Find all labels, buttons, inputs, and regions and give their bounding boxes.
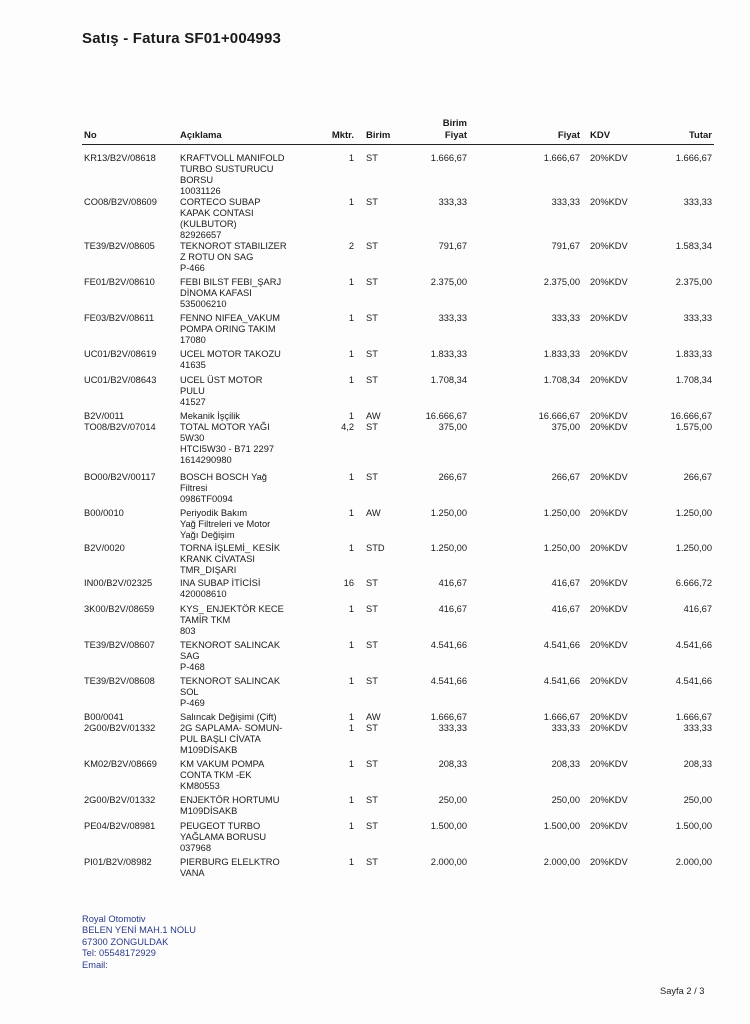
line-total: 250,00 <box>683 795 712 805</box>
line-number: B2V/0020 <box>84 543 125 553</box>
line-total: 6.666,72 <box>675 578 712 588</box>
line-vat: 20%KDV <box>590 472 628 482</box>
line-quantity: 1 <box>348 277 354 287</box>
line-unit: ST <box>366 578 378 588</box>
line-vat: 20%KDV <box>590 795 628 805</box>
line-description <box>180 472 310 505</box>
line-price: 1.250,00 <box>543 543 580 553</box>
table-row <box>0 821 750 857</box>
line-unit-price: 4.541,66 <box>430 640 467 650</box>
line-unit: AW <box>366 411 381 421</box>
line-quantity: 1 <box>348 197 354 207</box>
line-description-text: FENNO NIFEA_VAKUM <box>180 313 281 323</box>
line-unit-price: 375,00 <box>438 422 467 432</box>
line-description-text: 41635 <box>180 360 206 370</box>
table-row <box>0 153 750 197</box>
line-description-text: TEKNOROT SALINCAK <box>180 676 281 686</box>
line-quantity: 1 <box>348 472 354 482</box>
header-no: No <box>84 130 97 141</box>
line-description-text: (KULBUTOR) <box>180 219 237 229</box>
header-unit: Birim <box>366 130 391 141</box>
line-price: 1.500,00 <box>543 821 580 831</box>
line-total: 416,67 <box>683 604 712 614</box>
company-phone: Tel: 05548172929 <box>82 948 156 959</box>
line-total: 4.541,66 <box>675 676 712 686</box>
line-description-text: TURBO SUSTURUCU <box>180 164 274 174</box>
line-quantity: 1 <box>348 153 354 163</box>
line-description <box>180 422 310 466</box>
line-quantity: 1 <box>348 349 354 359</box>
line-price: 333,33 <box>551 313 580 323</box>
line-description <box>180 508 310 541</box>
line-total: 333,33 <box>683 723 712 733</box>
line-unit-price: 16.666,67 <box>425 411 467 421</box>
table-row <box>0 508 750 543</box>
line-total: 1.833,33 <box>675 349 712 359</box>
line-number: B2V/0011 <box>84 411 125 421</box>
line-description <box>180 604 310 637</box>
line-unit-price: 333,33 <box>438 313 467 323</box>
line-unit: ST <box>366 795 378 805</box>
line-total: 16.666,67 <box>670 411 712 421</box>
line-description-text: 420008610 <box>180 589 227 599</box>
line-description-text: PEUGEOT TURBO <box>180 821 261 831</box>
header-description: Açıklama <box>180 130 222 141</box>
line-number: TO08/B2V/07014 <box>84 422 156 432</box>
invoice-title: Satış - Fatura SF01+004993 <box>82 30 282 47</box>
line-description-text: CONTA TKM -EK <box>180 770 252 780</box>
line-vat: 20%KDV <box>590 241 628 251</box>
line-description-text: 535006210 <box>180 299 227 309</box>
line-number: TE39/B2V/08607 <box>84 640 155 650</box>
line-unit: ST <box>366 313 378 323</box>
line-description <box>180 723 310 756</box>
table-row <box>0 578 750 604</box>
line-unit-price: 4.541,66 <box>430 676 467 686</box>
line-description-text: P-469 <box>180 698 205 708</box>
line-number: UC01/B2V/08619 <box>84 349 157 359</box>
line-vat: 20%KDV <box>590 821 628 831</box>
line-description <box>180 241 310 274</box>
line-total: 266,67 <box>683 472 712 482</box>
line-unit-price: 416,67 <box>438 604 467 614</box>
line-total: 333,33 <box>683 313 712 323</box>
line-description-text: PULU <box>180 386 205 396</box>
line-description-text: TORNA İŞLEMİ_ KESİK <box>180 543 281 553</box>
line-description <box>180 676 310 709</box>
line-total: 1.666,67 <box>675 712 712 722</box>
line-unit: ST <box>366 723 378 733</box>
line-quantity: 1 <box>348 543 354 553</box>
line-unit: ST <box>366 349 378 359</box>
line-description-text: PUL BAŞLI CİVATA <box>180 734 261 744</box>
line-description-text: PIERBURG ELELKTRO <box>180 857 280 867</box>
line-unit-price: 2.000,00 <box>430 857 467 867</box>
table-row <box>0 313 750 349</box>
line-vat: 20%KDV <box>590 676 628 686</box>
line-vat: 20%KDV <box>590 578 628 588</box>
line-description-text: P-468 <box>180 662 205 672</box>
line-price: 333,33 <box>551 723 580 733</box>
line-quantity: 1 <box>348 676 354 686</box>
line-description-text: 10031126 <box>180 186 221 196</box>
line-unit: ST <box>366 472 378 482</box>
line-description-text: TEKNOROT SALINCAK <box>180 640 281 650</box>
line-price: 416,67 <box>551 604 580 614</box>
company-address-line1: BELEN YENİ MAH.1 NOLU <box>82 925 197 936</box>
line-quantity: 1 <box>348 313 354 323</box>
line-unit-price: 208,33 <box>438 759 467 769</box>
line-description-text: UCEL ÜST MOTOR <box>180 375 263 385</box>
line-number: CO08/B2V/08609 <box>84 197 157 207</box>
line-description-text: KM VAKUM POMPA <box>180 759 265 769</box>
line-description-text: FEBI BILST FEBI_ŞARJ <box>180 277 282 287</box>
line-vat: 20%KDV <box>590 375 628 385</box>
line-number: BO00/B2V/00117 <box>84 472 156 482</box>
line-total: 4.541,66 <box>675 640 712 650</box>
page-number: Sayfa 2 / 3 <box>660 986 705 996</box>
line-unit-price: 333,33 <box>438 197 467 207</box>
table-row <box>0 411 750 422</box>
line-vat: 20%KDV <box>590 422 628 432</box>
header-vat: KDV <box>590 130 611 141</box>
table-row <box>0 640 750 676</box>
line-description-text: TOTAL MOTOR YAĞI <box>180 422 270 432</box>
line-description-text: SAG <box>180 651 200 661</box>
table-row <box>0 241 750 277</box>
line-vat: 20%KDV <box>590 759 628 769</box>
line-price: 4.541,66 <box>543 676 580 686</box>
line-quantity: 1 <box>348 375 354 385</box>
line-description <box>180 313 310 346</box>
line-unit: ST <box>366 422 378 432</box>
line-unit: ST <box>366 375 378 385</box>
line-number: TE39/B2V/08605 <box>84 241 155 251</box>
table-row <box>0 857 750 881</box>
line-description <box>180 857 310 879</box>
line-price: 16.666,67 <box>538 411 580 421</box>
line-unit-price: 1.666,67 <box>430 712 467 722</box>
header-quantity: Mktr. <box>331 130 354 141</box>
line-description <box>180 153 310 197</box>
line-description <box>180 277 310 310</box>
line-vat: 20%KDV <box>590 411 628 421</box>
line-description <box>180 821 310 854</box>
line-price: 1.833,33 <box>543 349 580 359</box>
line-unit-price: 416,67 <box>438 578 467 588</box>
line-description-text: 82926657 <box>180 230 222 240</box>
line-description-text: Salıncak Değişimi (Çift) <box>180 712 277 722</box>
line-quantity: 4,2 <box>341 422 354 432</box>
line-unit: AW <box>366 508 381 518</box>
line-description-text: P-466 <box>180 263 205 273</box>
line-unit-price: 1.250,00 <box>430 508 467 518</box>
line-unit: ST <box>366 277 378 287</box>
line-unit: ST <box>366 676 378 686</box>
line-number: FE03/B2V/08611 <box>84 313 155 323</box>
line-description-text: 41527 <box>180 397 206 407</box>
line-description <box>180 197 310 241</box>
table-row <box>0 197 750 241</box>
line-unit: ST <box>366 857 378 867</box>
line-number: PI01/B2V/08982 <box>84 857 152 867</box>
line-description-text: 1614290980 <box>180 455 232 465</box>
line-description-text: Mekanik İşçilik <box>180 411 240 421</box>
line-price: 1.708,34 <box>543 375 580 385</box>
line-description-text: M109DİSAKB <box>180 806 238 816</box>
line-description-text: BORSU <box>180 175 214 185</box>
line-description-text: BOSCH BOSCH Yağ <box>180 472 267 482</box>
line-vat: 20%KDV <box>590 604 628 614</box>
line-description-text: KAPAK CONTASI <box>180 208 254 218</box>
line-unit: ST <box>366 197 378 207</box>
line-price: 1.666,67 <box>543 712 580 722</box>
line-description <box>180 712 310 723</box>
line-price: 4.541,66 <box>543 640 580 650</box>
line-quantity: 1 <box>348 723 354 733</box>
line-description <box>180 375 310 408</box>
line-unit: ST <box>366 153 378 163</box>
line-number: 2G00/B2V/01332 <box>84 795 156 805</box>
line-quantity: 1 <box>348 821 354 831</box>
line-price: 266,67 <box>551 472 580 482</box>
line-description-text: Yağ Filtreleri ve Motor <box>180 519 271 529</box>
line-quantity: 2 <box>348 241 354 251</box>
line-description-text: 803 <box>180 626 196 636</box>
line-total: 1.666,67 <box>675 153 712 163</box>
line-description-text: 2G SAPLAMA- SOMUN- <box>180 723 283 733</box>
line-price: 375,00 <box>551 422 580 432</box>
line-number: TE39/B2V/08608 <box>84 676 155 686</box>
line-description-text: Periyodik Bakım <box>180 508 248 518</box>
line-description-text: YAĞLAMA BORUSU <box>180 832 267 842</box>
table-row <box>0 472 750 508</box>
line-description <box>180 759 310 792</box>
line-quantity: 16 <box>343 578 354 588</box>
line-price: 791,67 <box>551 241 580 251</box>
line-quantity: 1 <box>348 857 354 867</box>
line-description-text: TAMİR TKM <box>180 615 231 625</box>
line-unit-price: 1.250,00 <box>430 543 467 553</box>
line-description <box>180 578 310 600</box>
line-unit: ST <box>366 759 378 769</box>
company-address-line2: 67300 ZONGULDAK <box>82 936 169 947</box>
line-vat: 20%KDV <box>590 349 628 359</box>
company-footer <box>82 914 196 971</box>
table-row <box>0 375 750 411</box>
line-unit: STD <box>366 543 385 553</box>
line-description-text: Yağı Değişim <box>180 530 235 540</box>
line-unit-price: 1.708,34 <box>430 375 467 385</box>
line-vat: 20%KDV <box>590 712 628 722</box>
line-quantity: 1 <box>348 759 354 769</box>
line-description-text: POMPA ORING TAKIM <box>180 324 276 334</box>
line-vat: 20%KDV <box>590 277 628 287</box>
line-unit-price: 250,00 <box>438 795 467 805</box>
line-description-text: ENJEKTÖR HORTUMU <box>180 795 280 805</box>
line-description-text: TMR_DIŞARI <box>180 565 237 575</box>
line-unit: ST <box>366 640 378 650</box>
line-price: 208,33 <box>551 759 580 769</box>
header-unit-price-line1: Birim <box>442 118 467 129</box>
line-number: B00/0041 <box>84 712 124 722</box>
line-description-text: DİNOMA KAFASI <box>180 288 252 298</box>
line-number: FE01/B2V/08610 <box>84 277 155 287</box>
line-number: 2G00/B2V/01332 <box>84 723 156 733</box>
table-row <box>0 723 750 759</box>
line-description-text: SOL <box>180 687 199 697</box>
line-price: 333,33 <box>551 197 580 207</box>
line-vat: 20%KDV <box>590 543 628 553</box>
line-vat: 20%KDV <box>590 723 628 733</box>
line-description <box>180 349 310 371</box>
line-description-text: KRANK CİVATASI <box>180 554 255 564</box>
line-unit-price: 1.500,00 <box>430 821 467 831</box>
line-description-text: INA SUBAP İTİCİSİ <box>180 578 261 588</box>
line-description <box>180 543 310 576</box>
table-row <box>0 543 750 578</box>
line-price: 1.666,67 <box>543 153 580 163</box>
line-number: UC01/B2V/08643 <box>84 375 157 385</box>
line-total: 1.708,34 <box>675 375 712 385</box>
table-row <box>0 676 750 712</box>
line-description-text: Z ROTU ON SAG <box>180 252 254 262</box>
line-unit-price: 2.375,00 <box>430 277 467 287</box>
line-price: 2.375,00 <box>543 277 580 287</box>
line-quantity: 1 <box>348 508 354 518</box>
table-row <box>0 795 750 821</box>
table-row <box>0 604 750 640</box>
line-description-text: Filtresi <box>180 483 208 493</box>
line-description <box>180 640 310 673</box>
line-description-text: CORTECO SUBAP <box>180 197 261 207</box>
table-row <box>0 277 750 313</box>
line-description-text: KYS_ ENJEKTÖR KECE <box>180 604 284 614</box>
line-description-text: UCEL MOTOR TAKOZU <box>180 349 281 359</box>
line-price: 250,00 <box>551 795 580 805</box>
line-vat: 20%KDV <box>590 153 628 163</box>
line-number: KM02/B2V/08669 <box>84 759 157 769</box>
line-unit: AW <box>366 712 381 722</box>
invoice-lines <box>0 153 750 881</box>
line-total: 1.575,00 <box>675 422 712 432</box>
line-description-text: KM80553 <box>180 781 220 791</box>
line-quantity: 1 <box>348 712 354 722</box>
line-unit: ST <box>366 821 378 831</box>
line-unit-price: 791,67 <box>438 241 467 251</box>
line-quantity: 1 <box>348 640 354 650</box>
table-row <box>0 759 750 795</box>
line-unit-price: 1.666,67 <box>430 153 467 163</box>
line-description-text: HTCI5W30 - B71 2297 <box>180 444 275 454</box>
line-vat: 20%KDV <box>590 857 628 867</box>
line-description-text: TEKNOROT STABILIZER <box>180 241 287 251</box>
line-description <box>180 795 310 817</box>
company-name: Royal Otomotiv <box>82 914 146 924</box>
line-price: 416,67 <box>551 578 580 588</box>
line-number: KR13/B2V/08618 <box>84 153 156 163</box>
line-number: IN00/B2V/02325 <box>84 578 153 588</box>
line-description-text: KRAFTVOLL MANIFOLD <box>180 153 285 163</box>
line-total: 1.250,00 <box>675 543 712 553</box>
line-price: 2.000,00 <box>543 857 580 867</box>
line-quantity: 1 <box>348 795 354 805</box>
line-vat: 20%KDV <box>590 313 628 323</box>
line-total: 333,33 <box>683 197 712 207</box>
line-number: B00/0010 <box>84 508 124 518</box>
line-number: 3K00/B2V/08659 <box>84 604 155 614</box>
header-unit-price-line2: Fiyat <box>444 130 467 141</box>
line-unit: ST <box>366 241 378 251</box>
line-unit-price: 1.833,33 <box>430 349 467 359</box>
line-description <box>180 411 310 422</box>
header-divider <box>82 144 714 145</box>
line-unit: ST <box>366 604 378 614</box>
header-price: Fiyat <box>557 130 580 141</box>
line-total: 1.250,00 <box>675 508 712 518</box>
line-price: 1.250,00 <box>543 508 580 518</box>
line-description-text: VANA <box>180 868 205 878</box>
line-quantity: 1 <box>348 411 354 421</box>
line-total: 2.375,00 <box>675 277 712 287</box>
line-description-text: M109DİSAKB <box>180 745 238 755</box>
line-number: PE04/B2V/08981 <box>84 821 156 831</box>
line-total: 208,33 <box>683 759 712 769</box>
line-description-text: 5W30 <box>180 433 205 443</box>
line-quantity: 1 <box>348 604 354 614</box>
line-total: 1.500,00 <box>675 821 712 831</box>
line-vat: 20%KDV <box>590 640 628 650</box>
line-vat: 20%KDV <box>590 197 628 207</box>
table-row <box>0 422 750 472</box>
line-description-text: 17080 <box>180 335 206 345</box>
table-row <box>0 712 750 723</box>
line-description-text: 0986TF0094 <box>180 494 233 504</box>
company-email: Email: <box>82 959 108 970</box>
line-total: 1.583,34 <box>675 241 712 251</box>
line-total: 2.000,00 <box>675 857 712 867</box>
line-unit-price: 333,33 <box>438 723 467 733</box>
line-unit-price: 266,67 <box>438 472 467 482</box>
header-total: Tutar <box>688 130 712 141</box>
line-description-text: 037968 <box>180 843 212 853</box>
table-row <box>0 349 750 375</box>
line-vat: 20%KDV <box>590 508 628 518</box>
